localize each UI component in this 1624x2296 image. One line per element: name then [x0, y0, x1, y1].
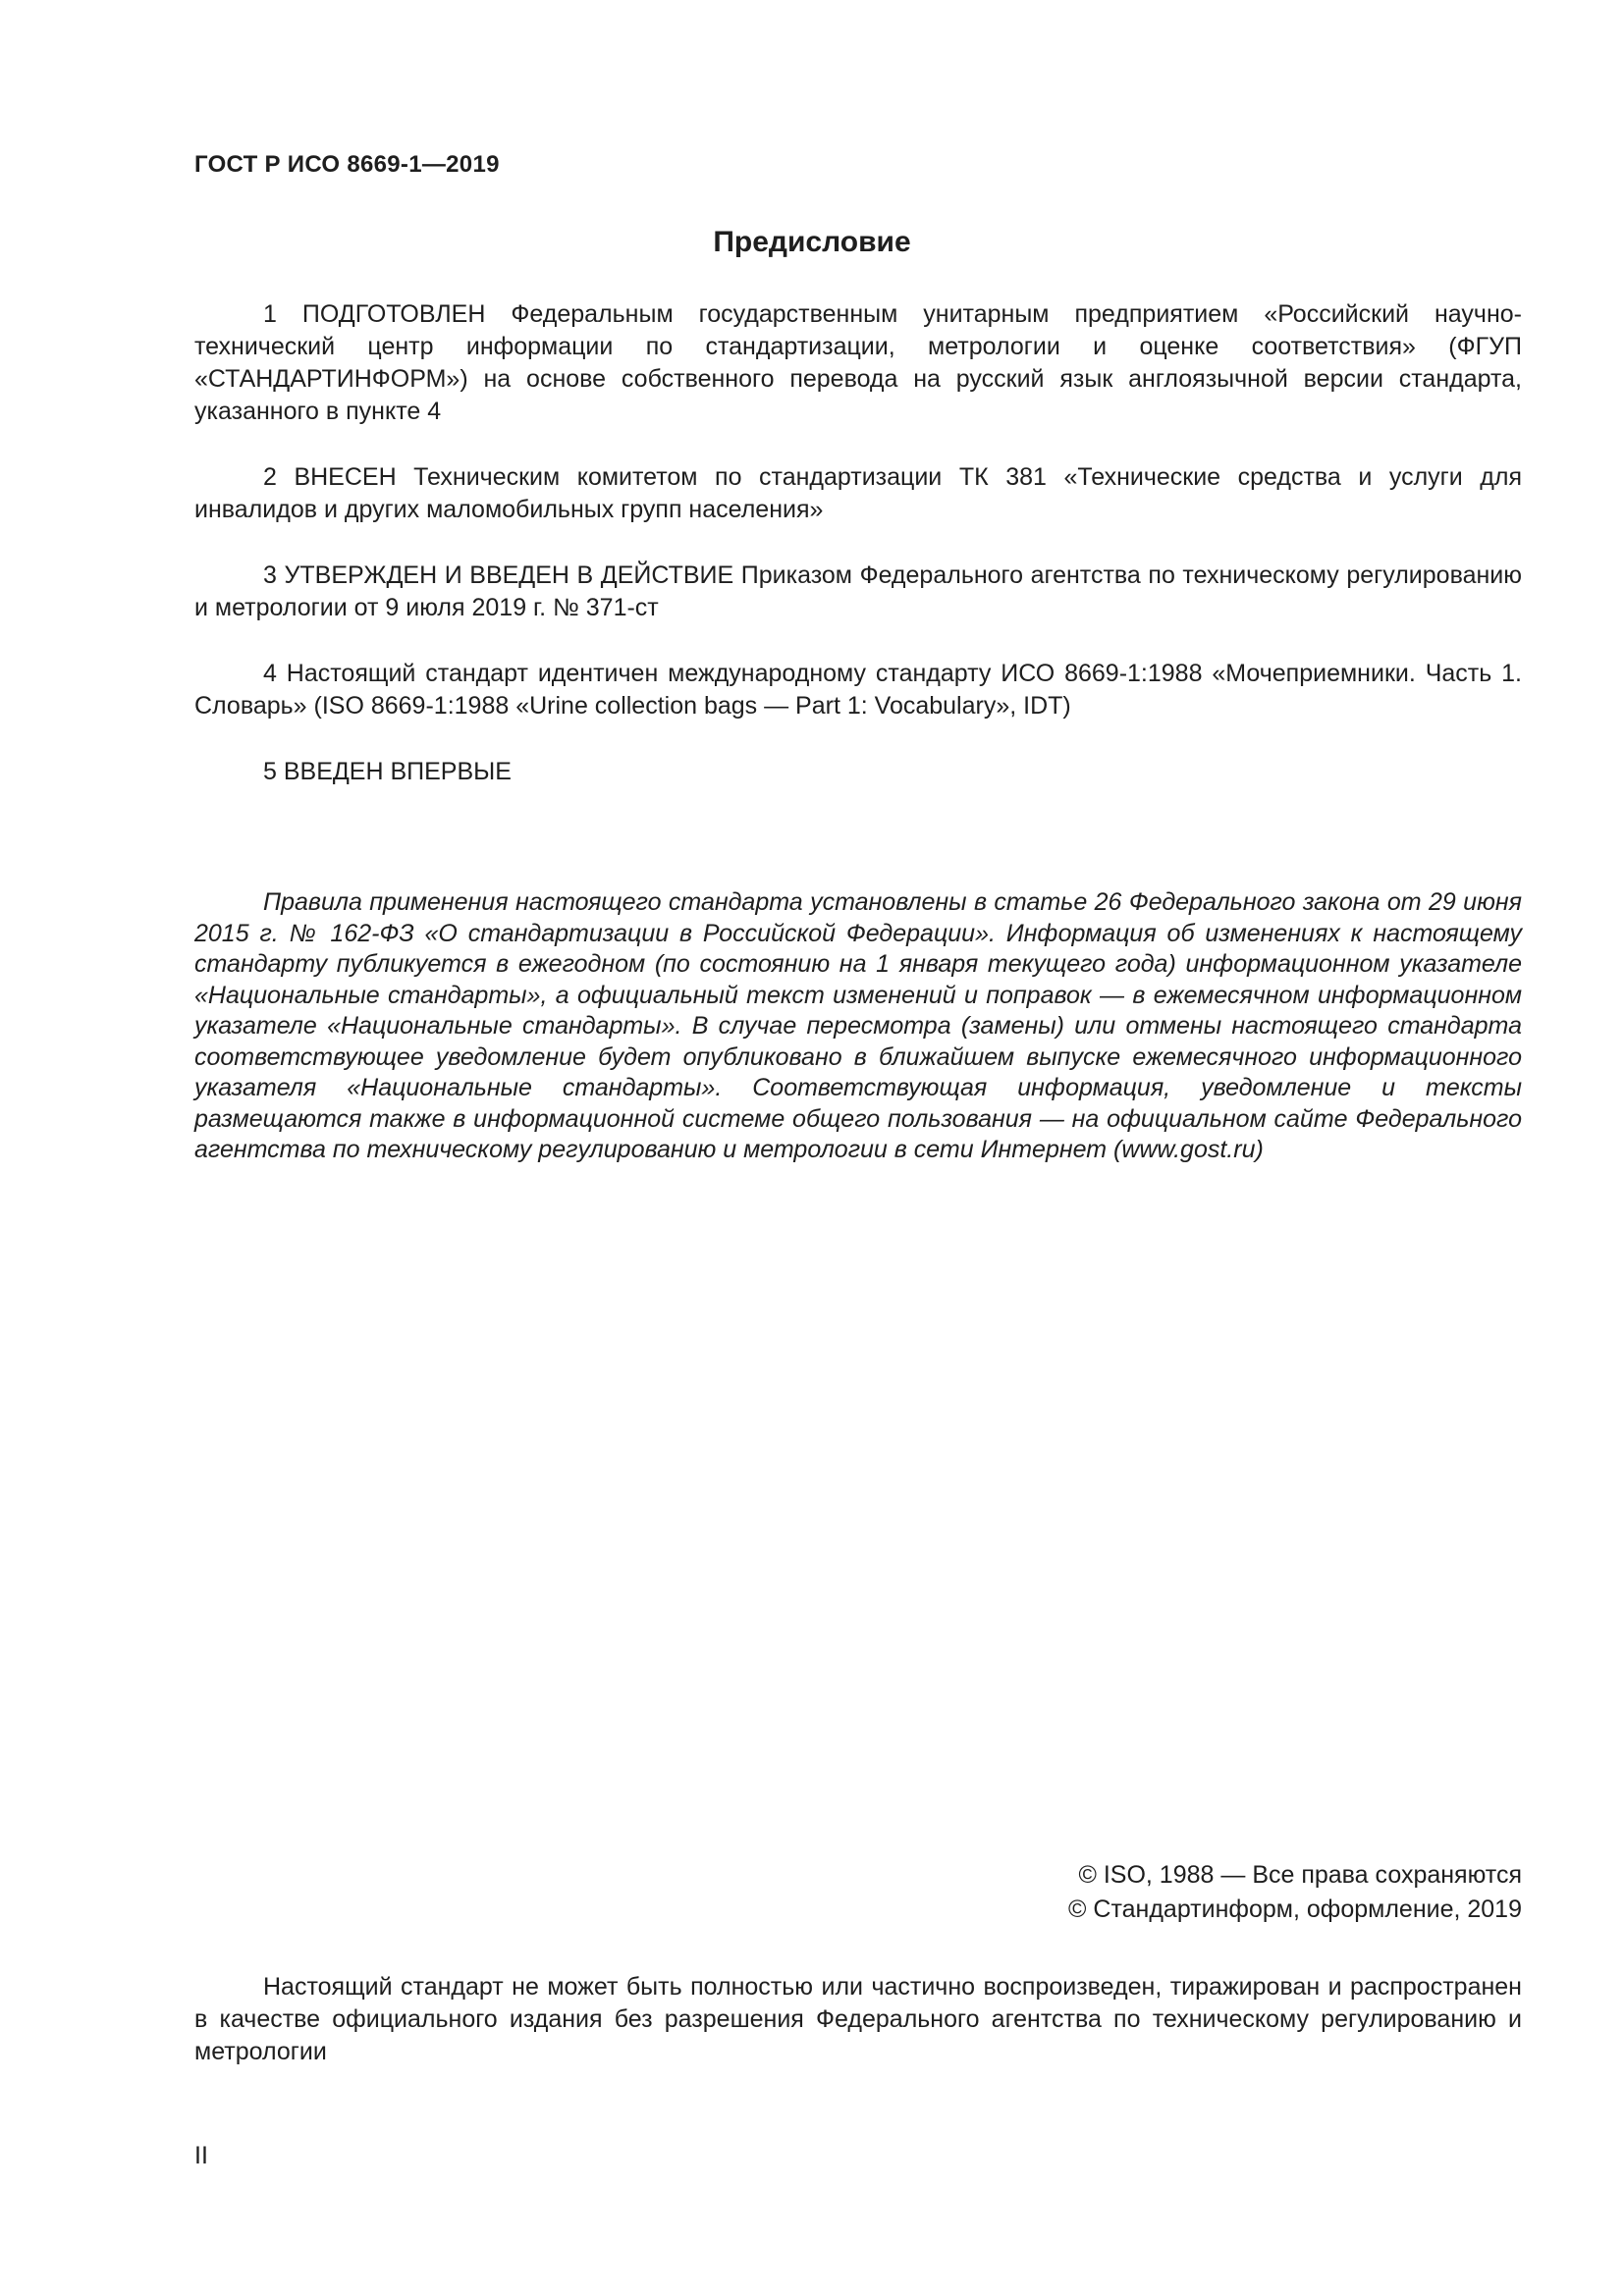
copyright-standartinform: © Стандартинформ, оформление, 2019: [1068, 1896, 1522, 1923]
preface-item-5: [194, 756, 1522, 788]
page-title: Предисловие: [713, 226, 911, 258]
preface-item-text: 5 ВВЕДЕН ВПЕРВЫЕ: [263, 758, 512, 785]
reproduction-notice: [194, 1971, 1522, 2068]
copyright-iso: © ISO, 1988 — Все права сохраняются: [1078, 1861, 1522, 1889]
application-rules-text: Правила применения настоящего стандарта установлены в статье 26 Федерального закона от 29 июня 2015 г. № 162-ФЗ «О стандартизации в Российской Федерации». Информация об изменениях к настоящему стандарту публикуется в ежегодном (по состоянию на 1 января текущего года) информационном указателе «Национальные стандарты», а официальный текст изменений и поправок — в ежемесячном информационном указателе «Национальные стандарты». В случае пересмотра (замены) или отмены настоящего стандарта соответствующее уведомление будет опубликовано в ближайшем выпуске ежемесячного информационного указателя «Национальные стандарты». Соответствующая информация, уведомление и тексты размещаются также в информационной системе общего пользования — на официальном сайте Федерального агентства по техническому регулированию и метрологии в сети Интернет (www.gost.ru): [194, 888, 1522, 1163]
reproduction-notice-text: Настоящий стандарт не может быть полностью или частично воспроизведен, тиражирован и распространен в качестве официального издания без разрешения Федерального агентства по техническому регулированию и метрологии: [194, 1973, 1522, 2065]
preface-item-text: 1 ПОДГОТОВЛЕН Федеральным государственным унитарным предприятием «Российский научно-технический центр информации по стандартизации, метрологии и оценке соответствия» (ФГУП «СТАНДАРТИНФОРМ») на основе собственного перевода на русский язык англоязычной версии стандарта, указанного в пункте 4: [194, 300, 1522, 425]
preface-item-2: [194, 461, 1522, 526]
preface-item-1: [194, 298, 1522, 428]
application-rules-note: [194, 887, 1522, 1166]
preface-item-4: [194, 658, 1522, 722]
preface-item-text: 4 Настоящий стандарт идентичен международному стандарту ИСО 8669-1:1988 «Мочеприемники. Часть 1. Словарь» (ISO 8669-1:1988 «Urine collection bags — Part 1: Vocabulary», IDT): [194, 660, 1522, 720]
standard-code-header: ГОСТ Р ИСО 8669-1—2019: [194, 151, 500, 178]
page-number: II: [194, 2142, 208, 2169]
preface-item-3: [194, 560, 1522, 624]
preface-item-text: 3 УТВЕРЖДЕН И ВВЕДЕН В ДЕЙСТВИЕ Приказом Федерального агентства по техническому регулированию и метрологии от 9 июля 2019 г. № 371-ст: [194, 561, 1522, 621]
preface-item-text: 2 ВНЕСЕН Техническим комитетом по стандартизации ТК 381 «Технические средства и услуги для инвалидов и других маломобильных групп населения»: [194, 463, 1522, 523]
